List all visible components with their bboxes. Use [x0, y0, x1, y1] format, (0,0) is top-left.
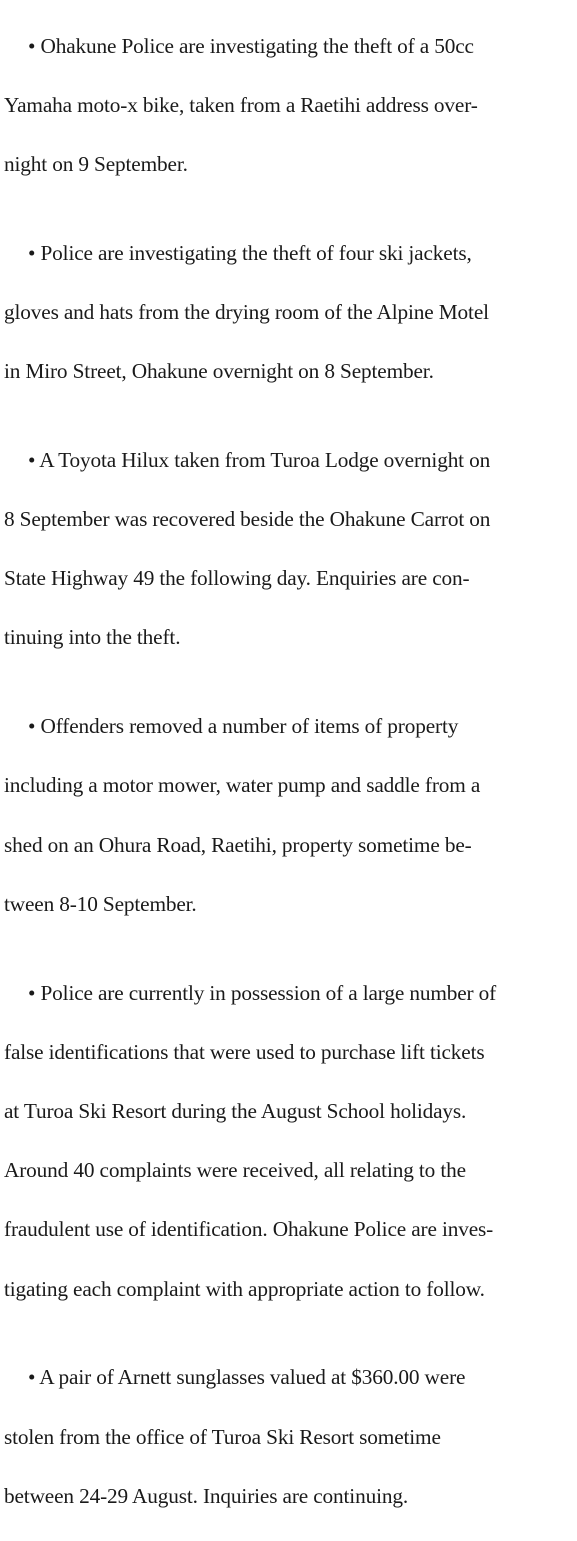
text-line: night on 9 September.: [4, 151, 188, 176]
text-line: tigating each complaint with appropriate action to follow.: [4, 1276, 485, 1301]
news-item-sunglasses-theft: [4, 1334, 572, 1541]
text-line: fraudulent use of identification. Ohakune Police are inves-: [4, 1217, 494, 1242]
news-item-moto-x-theft: [4, 2, 572, 209]
news-item-false-identifications: [4, 949, 572, 1334]
text-line: • A pair of Arnett sunglasses valued at $360.00 were: [28, 1365, 466, 1390]
news-item-ski-jackets-theft: [4, 209, 572, 416]
text-line: tinuing into the theft.: [4, 625, 181, 650]
text-line: between 24-29 August. Inquiries are continuing.: [4, 1483, 409, 1508]
text-line: • Police are currently in possession of a large number of: [28, 980, 497, 1005]
text-line: tween 8-10 September.: [4, 891, 197, 916]
text-line: gloves and hats from the drying room of the Alpine Motel: [4, 299, 489, 324]
news-item-property-theft: [4, 683, 572, 949]
text-line: including a motor mower, water pump and saddle from a: [4, 773, 481, 798]
text-line: stolen from the office of Turoa Ski Resort sometime: [4, 1424, 441, 1449]
text-line: State Highway 49 the following day. Enquiries are con-: [4, 566, 470, 591]
text-line: false identifications that were used to purchase lift tickets: [4, 1039, 485, 1064]
text-line: Yamaha moto-x bike, taken from a Raetihi address over-: [4, 92, 478, 117]
text-line: Around 40 complaints were received, all relating to the: [4, 1158, 466, 1183]
text-line: 8 September was recovered beside the Ohakune Carrot on: [4, 507, 491, 532]
text-line: shed on an Ohura Road, Raetihi, property sometime be-: [4, 832, 472, 857]
text-line: at Turoa Ski Resort during the August School holidays.: [4, 1098, 467, 1123]
text-line: • Offenders removed a number of items of property: [28, 714, 459, 739]
police-news-column: [4, 2, 572, 1541]
news-item-hilux-recovered: [4, 416, 572, 682]
text-line: • Ohakune Police are investigating the theft of a 50cc: [28, 33, 474, 58]
text-line: in Miro Street, Ohakune overnight on 8 September.: [4, 359, 434, 384]
text-line: • A Toyota Hilux taken from Turoa Lodge overnight on: [28, 447, 491, 472]
text-line: • Police are investigating the theft of four ski jackets,: [28, 240, 472, 265]
